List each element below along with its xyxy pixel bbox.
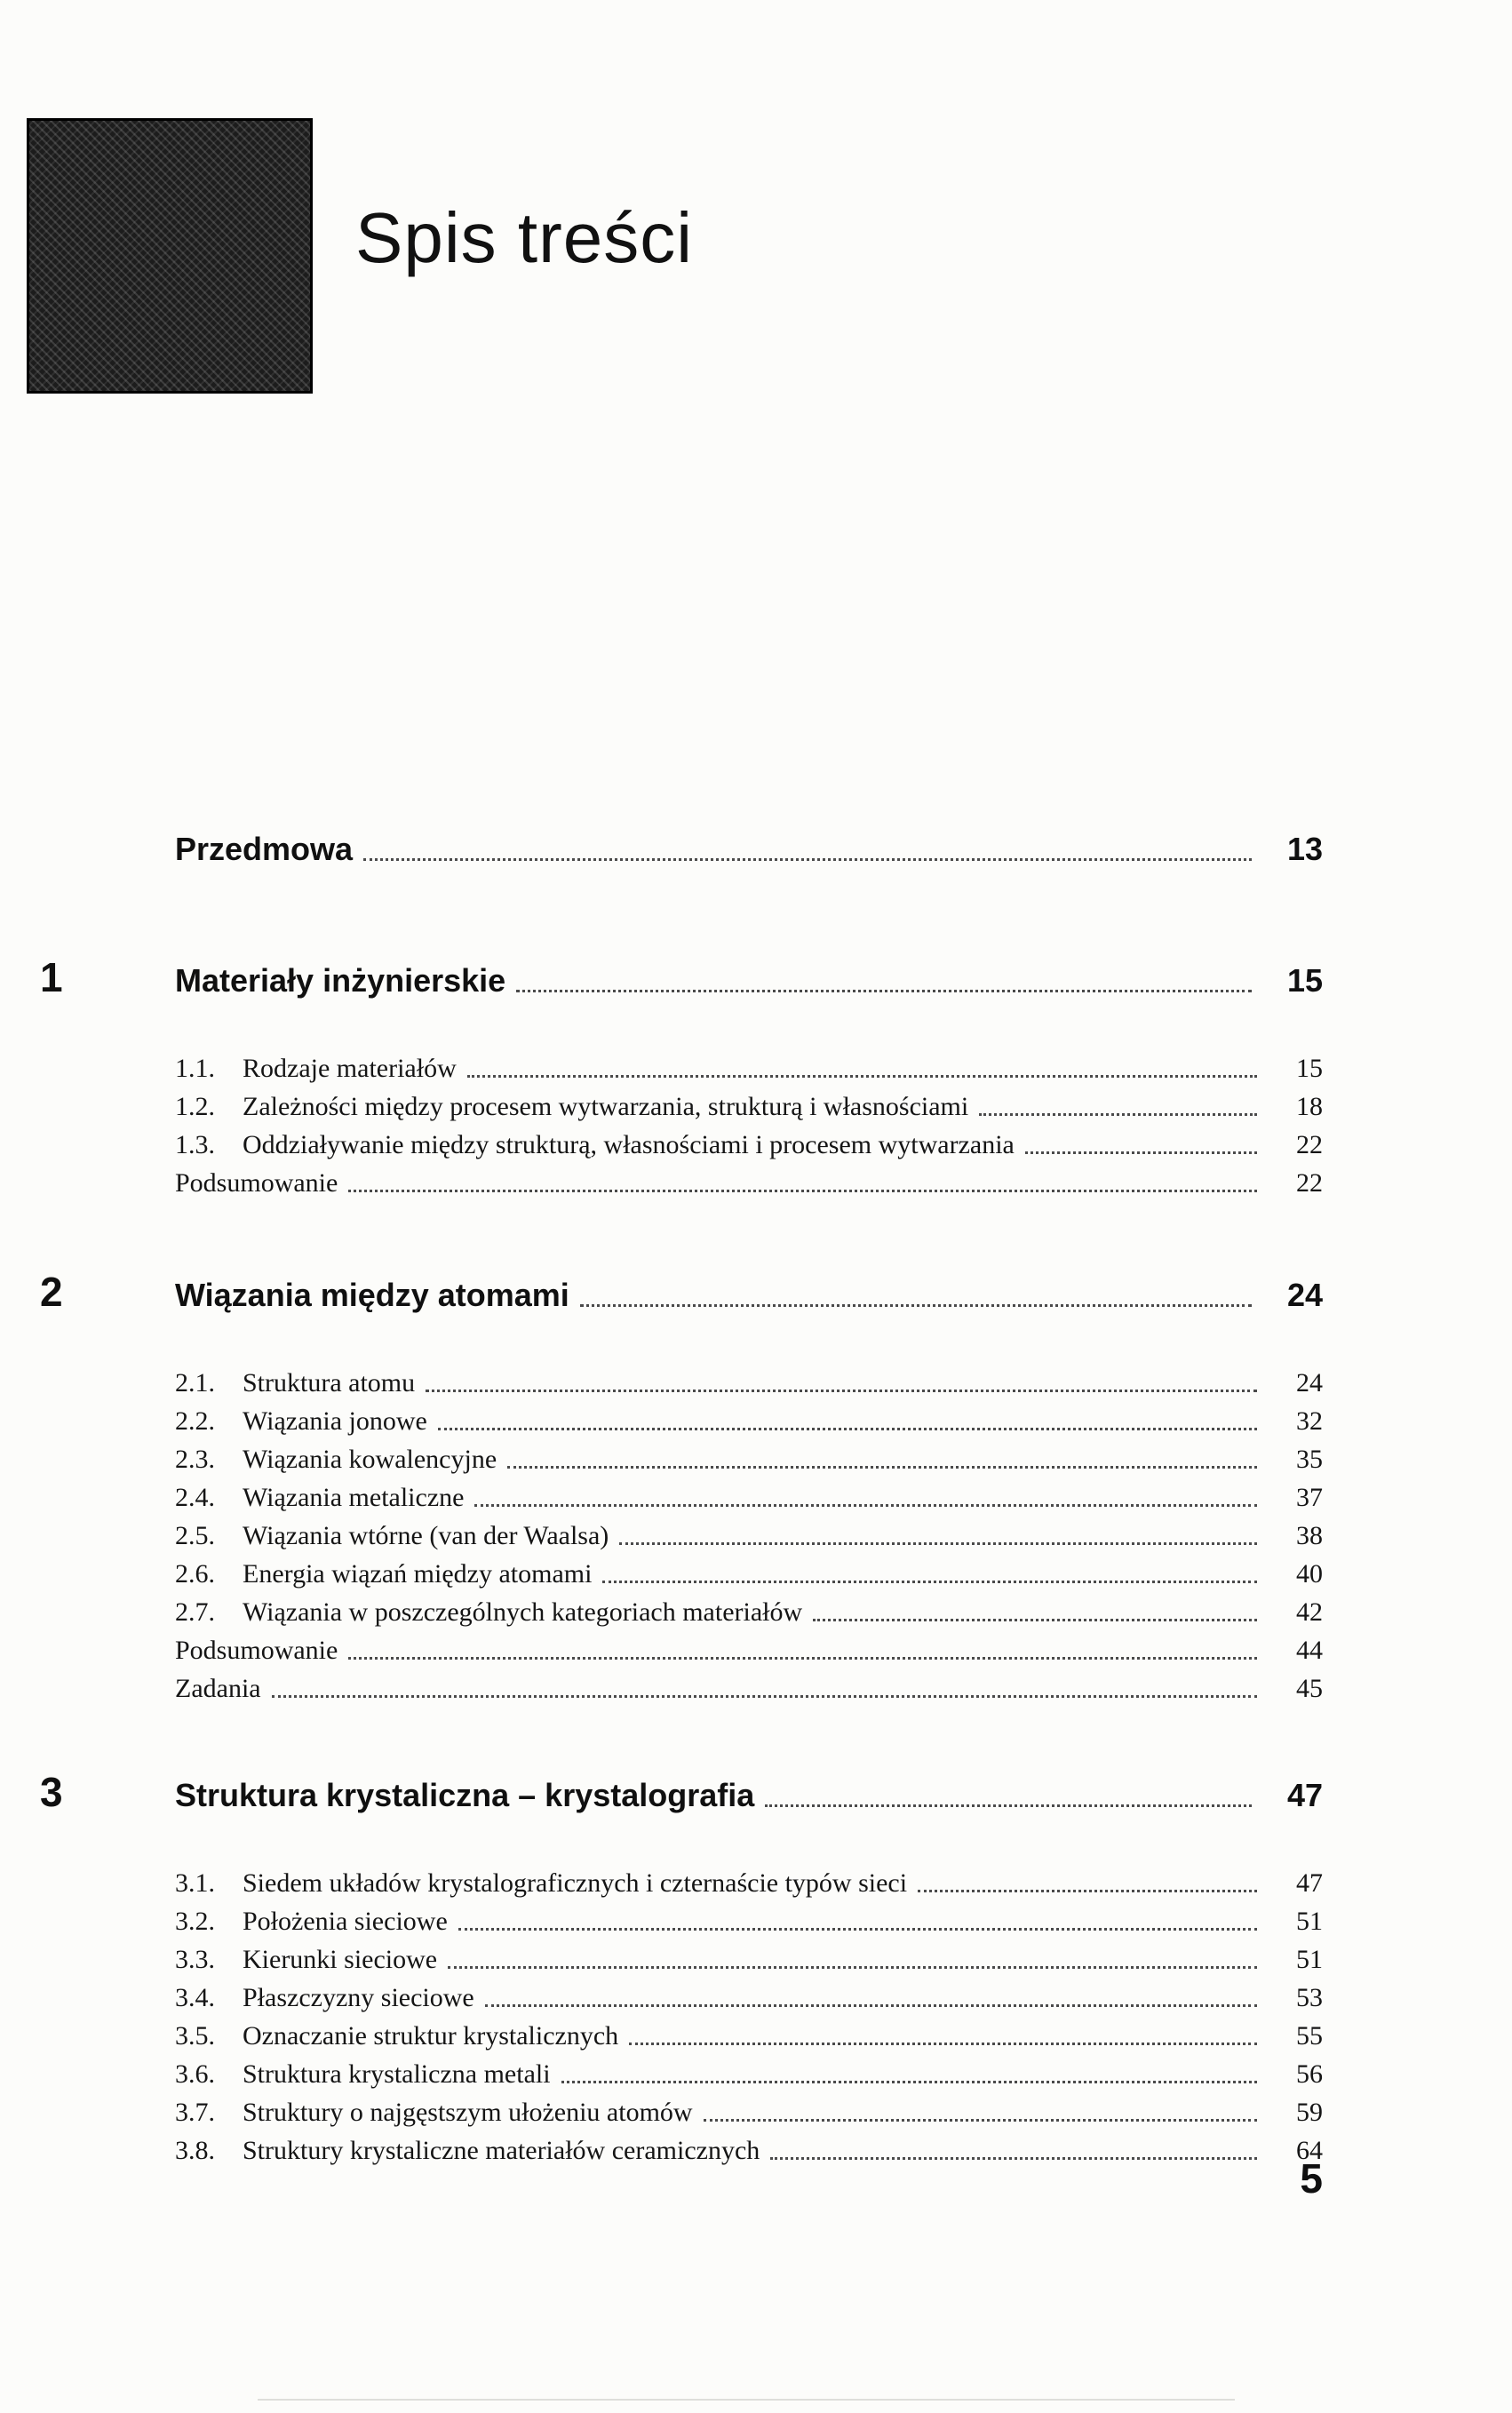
chapter-title: Struktura krystaliczna – krystalografia [175,1777,755,1813]
chapter-heading [40,954,1323,1000]
leader-dots [426,1390,1257,1392]
toc-entry [175,1975,1323,2013]
toc-entry [175,2051,1323,2090]
toc-entry [175,1437,1323,1475]
entry-number: 1.2. [175,1092,215,1121]
front-matter-label: Przedmowa [175,831,354,867]
toc-content [40,831,1323,2166]
entry-number: 2.4. [175,1483,215,1512]
toc-entry [175,1666,1323,1704]
entry-number: 3.2. [175,1907,215,1936]
entry-page: 18 [1296,1092,1323,1121]
entry-page: 59 [1296,2098,1323,2127]
chapter-entries [175,1360,1323,1704]
toc-entry [175,1160,1323,1199]
entry-number: 2.5. [175,1521,215,1550]
leader-dots [272,1695,1257,1698]
entry-page: 32 [1296,1406,1323,1436]
entry-label: Wiązania metaliczne [243,1483,465,1512]
toc-entry [175,1899,1323,1937]
entry-page: 38 [1296,1521,1323,1550]
leader-dots [704,2119,1257,2122]
chapter-page: 24 [1286,1277,1323,1313]
entry-label: Kierunki sieciowe [243,1945,438,1974]
leader-dots [516,990,1252,992]
toc-entry [175,1589,1323,1628]
page-title: Spis treści [355,198,693,277]
entry-number: 1.1. [175,1054,215,1083]
toc-entry [175,1551,1323,1589]
entry-page: 45 [1296,1674,1323,1703]
entry-page: 24 [1296,1368,1323,1398]
entry-page: 22 [1296,1168,1323,1198]
entry-page: 35 [1296,1445,1323,1474]
title-decoration-square [27,118,313,394]
entry-label: Podsumowanie [175,1168,338,1198]
toc-entry [175,1475,1323,1513]
leader-dots [448,1966,1257,1969]
leader-dots [629,2043,1257,2045]
leader-dots [765,1804,1252,1807]
chapter-title: Materiały inżynierskie [175,962,506,999]
entry-page: 51 [1296,1945,1323,1974]
leader-dots [580,1304,1252,1307]
entry-page: 51 [1296,1907,1323,1936]
scan-artifact-line [258,2399,1235,2401]
entry-page: 44 [1296,1636,1323,1665]
toc-entry [175,1398,1323,1437]
toc-entry [175,1084,1323,1122]
chapter-page: 47 [1286,1777,1323,1813]
entry-number: 3.5. [175,2021,215,2051]
entry-page: 55 [1296,2021,1323,2051]
chapter-heading [40,1269,1323,1315]
entry-label: Wiązania wtórne (van der Waalsa) [243,1521,609,1550]
toc-entry [175,1513,1323,1551]
entry-number: 2.1. [175,1368,215,1398]
front-matter-page: 13 [1286,831,1323,867]
entry-number: 2.6. [175,1559,215,1589]
toc-entry [175,1046,1323,1084]
entry-label: Siedem układów krystalograficznych i czternaście typów sieci [243,1868,908,1898]
page-number: 5 [1300,2155,1323,2202]
leader-dots [467,1075,1257,1078]
toc-entry [175,1122,1323,1160]
entry-number: 2.3. [175,1445,215,1474]
entry-number: 3.4. [175,1983,215,2012]
chapter-title: Wiązania między atomami [175,1277,569,1313]
toc-entry [175,1628,1323,1666]
chapter-entries [175,1860,1323,2166]
entry-page: 40 [1296,1559,1323,1589]
entry-label: Struktura atomu [243,1368,416,1398]
toc-entry [175,1360,1323,1398]
leader-dots [918,1890,1257,1892]
toc-entry [175,2090,1323,2128]
entry-number: 3.3. [175,1945,215,1974]
leader-dots [485,2004,1257,2007]
leader-dots [619,1542,1257,1545]
chapter-entries [175,1046,1323,1199]
leader-dots [348,1657,1257,1660]
leader-dots [458,1928,1257,1931]
entry-page: 53 [1296,1983,1323,2012]
leader-dots [363,858,1252,861]
entry-number: 3.1. [175,1868,215,1898]
leader-dots [438,1428,1257,1430]
entry-page: 64 [1296,2136,1323,2165]
entry-label: Rodzaje materiałów [243,1054,457,1083]
chapter-page: 15 [1286,962,1323,999]
entry-number: 1.3. [175,1130,215,1159]
entry-label: Energia wiązań między atomami [243,1559,593,1589]
toc-entry [175,1860,1323,1899]
leader-dots [474,1504,1257,1507]
chapter-number: 3 [40,1769,63,1815]
leader-dots [507,1466,1257,1469]
entry-number: 3.8. [175,2136,215,2165]
toc-entry [175,1937,1323,1975]
entry-number: 2.2. [175,1406,215,1436]
leader-dots [602,1581,1257,1583]
entry-label: Zadania [175,1674,261,1703]
entry-label: Struktury o najgęstszym ułożeniu atomów [243,2098,693,2127]
front-matter-row [175,831,1323,868]
chapter-heading [40,1769,1323,1815]
entry-label: Podsumowanie [175,1636,338,1665]
entry-label: Płaszczyzny sieciowe [243,1983,474,2012]
entry-label: Wiązania jonowe [243,1406,427,1436]
leader-dots [348,1190,1257,1192]
entry-page: 56 [1296,2059,1323,2089]
entry-label: Struktury krystaliczne materiałów ceramicznych [243,2136,760,2165]
entry-label: Wiązania kowalencyjne [243,1445,497,1474]
entry-page: 22 [1296,1130,1323,1159]
entry-label: Wiązania w poszczególnych kategoriach materiałów [243,1597,803,1627]
entry-page: 37 [1296,1483,1323,1512]
chapter-number: 1 [40,954,63,1000]
entry-page: 15 [1296,1054,1323,1083]
leader-dots [561,2081,1257,2083]
entry-number: 3.7. [175,2098,215,2127]
entry-label: Oddziaływanie między strukturą, własnościami i procesem wytwarzania [243,1130,1015,1159]
entry-number: 2.7. [175,1597,215,1627]
entry-number: 3.6. [175,2059,215,2089]
entry-label: Zależności między procesem wytwarzania, strukturą i własnościami [243,1092,969,1121]
toc-entry [175,2013,1323,2051]
entry-label: Oznaczanie struktur krystalicznych [243,2021,619,2051]
entry-page: 47 [1296,1868,1323,1898]
entry-label: Struktura krystaliczna metali [243,2059,551,2089]
chapter-number: 2 [40,1269,63,1315]
leader-dots [979,1113,1257,1116]
entry-label: Położenia sieciowe [243,1907,448,1936]
leader-dots [813,1619,1257,1621]
entry-page: 42 [1296,1597,1323,1627]
leader-dots [1025,1151,1257,1154]
